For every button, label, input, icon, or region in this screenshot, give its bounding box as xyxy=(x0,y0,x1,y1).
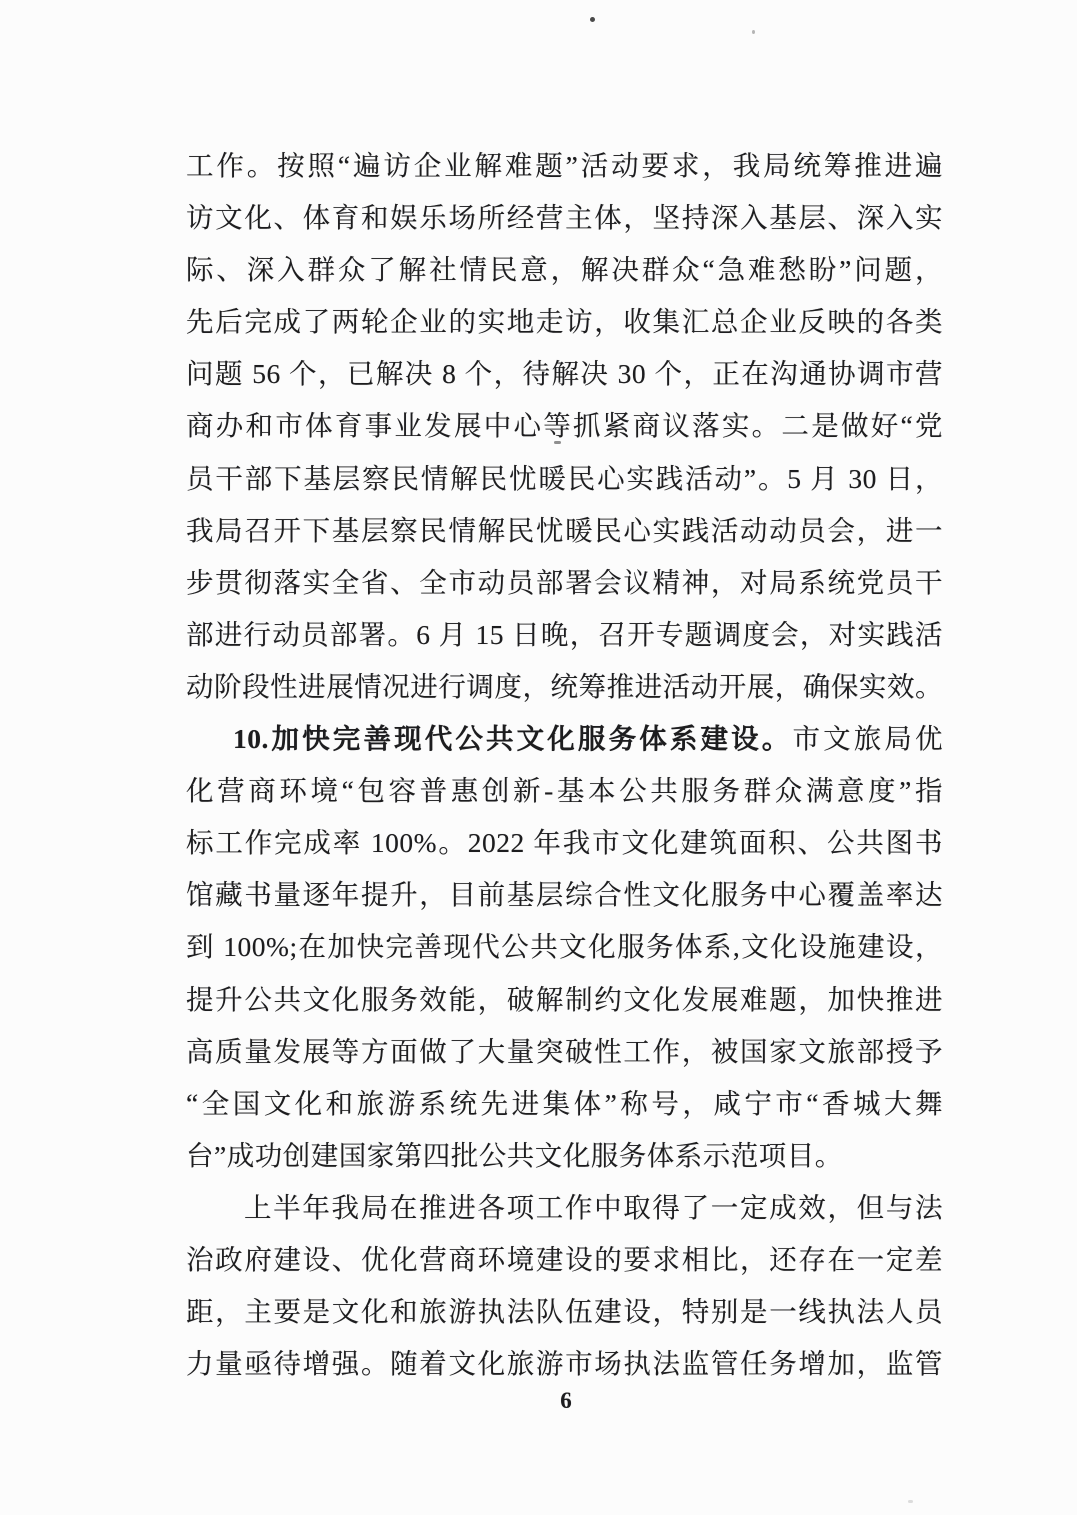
text-line: 高质量发展等方面做了大量突破性工作，被国家文旅部授予 xyxy=(186,1035,943,1067)
text-line: 部进行动员部署。6 月 15 日晚，召开专题调度会，对实践活 xyxy=(186,618,943,650)
text-line: 提升公共文化服务效能，破解制约文化发展难题，加快推进 xyxy=(186,983,943,1015)
text-line: 到 100%;在加快完善现代公共文化服务体系,文化设施建设， xyxy=(186,931,943,963)
text-line: “全国文化和旅游系统先进集体”称号，咸宁市“香城大舞 xyxy=(186,1087,943,1119)
text-line: 台”成功创建国家第四批公共文化服务体系示范项目。 xyxy=(186,1139,843,1171)
scan-speck xyxy=(752,30,755,34)
scan-speck xyxy=(590,17,595,22)
document-body xyxy=(186,140,943,1390)
text-line: 距，主要是文化和旅游执法队伍建设，特别是一线执法人员 xyxy=(186,1296,943,1328)
text-line: 我局召开下基层察民情解民忧暖民心实践活动动员会，进一 xyxy=(186,514,943,546)
text-line: 馆藏书量逐年提升，目前基层综合性文化服务中心覆盖率达 xyxy=(186,879,943,911)
text-line: 力量亟待增强。随着文化旅游市场执法监管任务增加，监管 xyxy=(186,1348,943,1380)
paragraph-continuation xyxy=(186,140,943,713)
text-line: 先后完成了两轮企业的实地走访，收集汇总企业反映的各类 xyxy=(186,306,943,338)
text-line: 化营商环境“包容普惠创新-基本公共服务群众满意度”指 xyxy=(186,775,943,807)
text-line: 问题 56 个，已解决 8 个，待解决 30 个，正在沟通协调市营 xyxy=(186,358,943,390)
text-line: 工作。按照“遍访企业解难题”活动要求，我局统筹推进遍 xyxy=(186,150,943,181)
paragraph-section-10 xyxy=(186,713,943,1182)
paragraph-summary xyxy=(186,1182,943,1390)
scan-speck xyxy=(908,1500,913,1503)
text-line: 标工作完成率 100%。2022 年我市文化建筑面积、公共图书 xyxy=(186,827,943,859)
text-line: 上半年我局在推进各项工作中取得了一定成效，但与法 xyxy=(244,1191,943,1223)
text-line: 访文化、体育和娱乐场所经营主体，坚持深入基层、深入实 xyxy=(186,202,943,234)
text-line: 治政府建设、优化营商环境建设的要求相比，还存在一定差 xyxy=(186,1243,943,1275)
text-line: 员干部下基层察民情解民忧暖民心实践活动”。5 月 30 日， xyxy=(186,462,943,494)
section-10-heading: 10.加快完善现代公共文化服务体系建设。 xyxy=(233,723,793,755)
section-10-lead-text: 市文旅局优 xyxy=(792,723,944,755)
text-line: 步贯彻落实全省、全市动员部署会议精神，对局系统党员干 xyxy=(186,566,943,598)
text-line: 际、深入群众了解社情民意，解决群众“急难愁盼”问题， xyxy=(186,254,943,286)
text-line: 动阶段性进展情况进行调度，统筹推进活动开展，确保实效。 xyxy=(186,670,943,702)
section-10-heading-line xyxy=(186,713,943,765)
page-number: 6 xyxy=(560,1388,572,1413)
text-line: 商办和市体育事业发展中心等抓紧商议落实。二是做好“党 xyxy=(186,410,943,442)
